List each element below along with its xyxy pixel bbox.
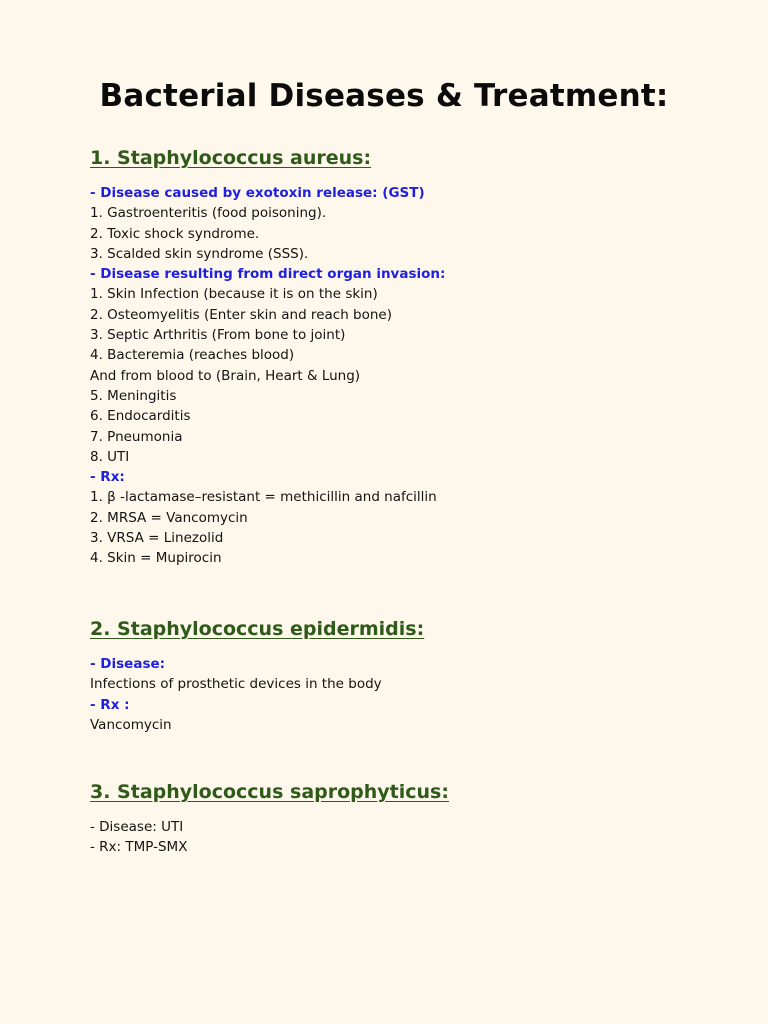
section-lines: [90, 817, 710, 858]
text-line: 2. Toxic shock syndrome.: [90, 225, 260, 242]
subheading-line: - Disease resulting from direct organ invasion:: [90, 266, 446, 283]
section-heading: 2. Staphylococcus epidermidis:: [90, 618, 425, 640]
subheading-line: - Disease:: [90, 656, 166, 672]
text-line: 3. VRSA = Linezolid: [90, 530, 224, 547]
text-line: - Rx: TMP-SMX: [90, 839, 188, 856]
page-title: Bacterial Diseases & Treatment:: [99, 78, 669, 114]
text-line: 7. Pneumonia: [90, 428, 183, 445]
text-line: 3. Scalded skin syndrome (SSS).: [90, 245, 309, 262]
section-staphylococcus-saprophyticus: [90, 779, 710, 858]
section-staphylococcus-epidermidis: [90, 616, 710, 735]
text-line: 2. MRSA = Vancomycin: [90, 509, 248, 526]
subheading-line: - Disease caused by exotoxin release: (GST): [90, 185, 425, 201]
text-line: 1. Gastroenteritis (food poisoning).: [90, 205, 327, 222]
text-line: 6. Endocarditis: [90, 408, 191, 425]
subheading-line: - Rx :: [90, 696, 130, 713]
text-line: 5. Meningitis: [90, 387, 177, 404]
section-lines: [90, 183, 710, 569]
subheading-line: - Rx:: [90, 469, 125, 486]
text-line: Infections of prosthetic devices in the body: [90, 676, 382, 693]
text-line: - Disease: UTI: [90, 819, 184, 835]
text-line: 3. Septic Arthritis (From bone to joint): [90, 327, 346, 344]
text-line: 1. Skin Infection (because it is on the skin): [90, 286, 378, 303]
text-line: Vancomycin: [90, 716, 172, 733]
section-heading: 1. Staphylococcus aureus:: [90, 147, 372, 169]
text-line: 1. β -lactamase–resistant = methicillin and nafcillin: [90, 489, 437, 506]
text-line: 4. Skin = Mupirocin: [90, 550, 222, 567]
text-line: 2. Osteomyelitis (Enter skin and reach bone): [90, 306, 392, 323]
section-heading: 3. Staphylococcus saprophyticus:: [90, 781, 449, 803]
text-line: 8. UTI: [90, 448, 130, 465]
text-line: And from blood to (Brain, Heart & Lung): [90, 367, 361, 384]
section-lines: [90, 654, 710, 735]
text-line: 4. Bacteremia (reaches blood): [90, 347, 295, 364]
section-staphylococcus-aureus: [90, 145, 710, 569]
